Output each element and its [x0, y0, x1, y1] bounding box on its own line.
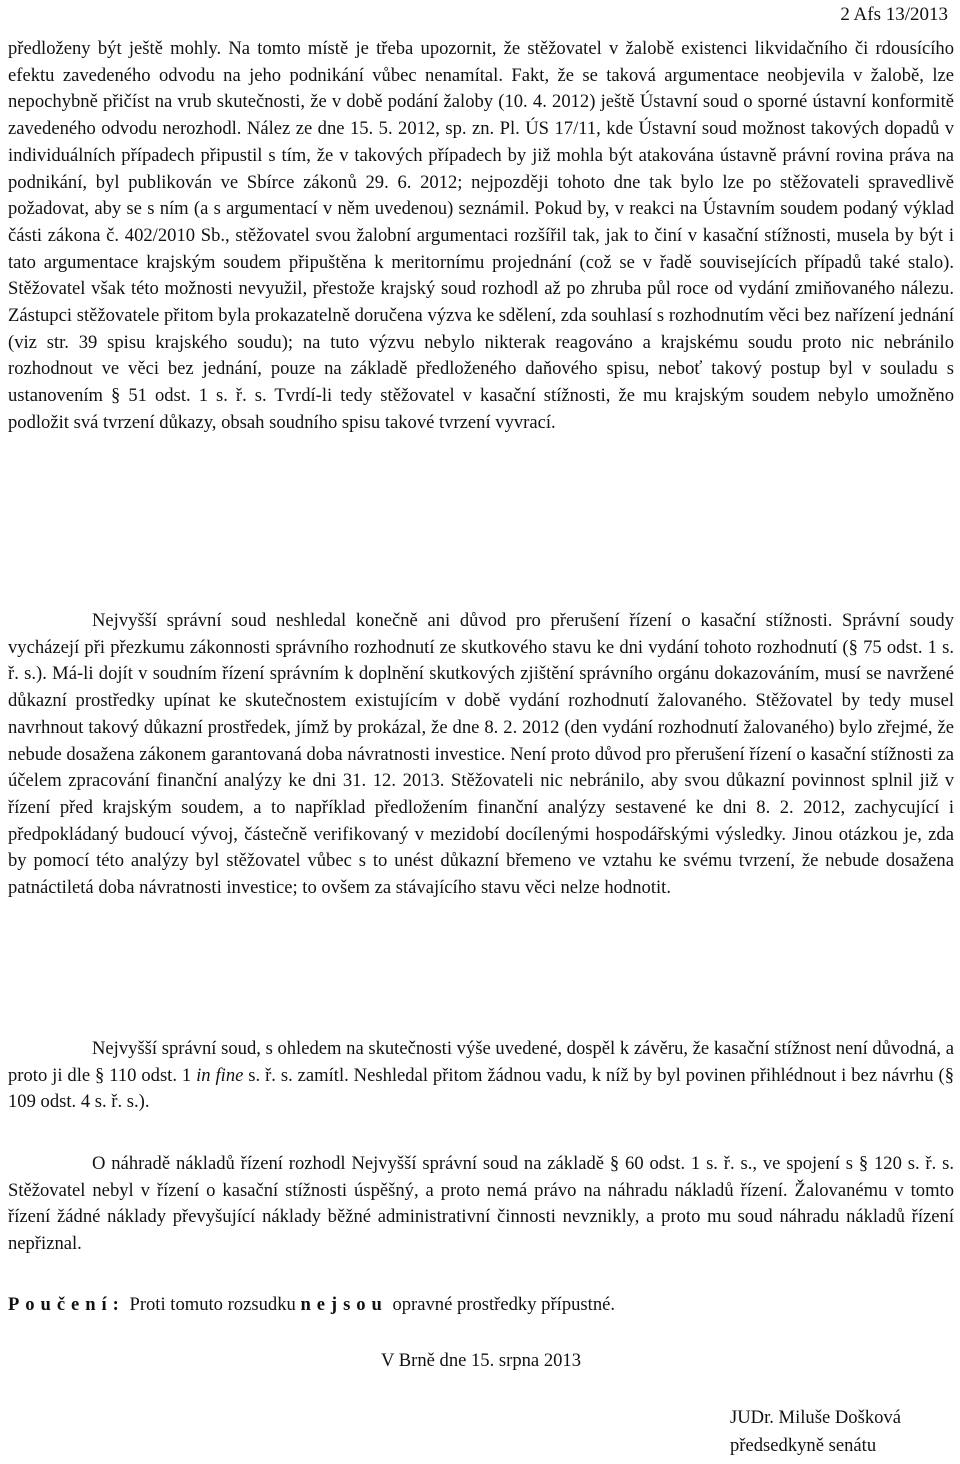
place-and-date: V Brně dne 15. srpna 2013 — [380, 1350, 582, 1371]
paragraph-costs: O náhradě nákladů řízení rozhodl Nejvyšší správní soud na základě § 60 odst. 1 s. ř. s., ve spojení s § 120 s. ř. s. Stěžovatel nebyl v řízení o kasační stížnosti úspěšný, a proto nemá právo na náhradu nákladů řízení. Žalovanému v tomto řízení žádné náklady převyšující náklady běžné administrativní činnosti nevznikly, a proto mu soud náhradu nákladů řízení nepřiznal. — [8, 1153, 954, 1255]
instruction-label: Poučení: — [8, 1294, 125, 1315]
instruction-text-2: opravné prostředky přípustné. — [387, 1294, 616, 1315]
document-page — [8, 0, 954, 1464]
instruction-line — [8, 1292, 954, 1319]
instruction-emphasis: nejsou — [300, 1294, 388, 1315]
paragraph-conclusion-text-before: Nejvyšší správní soud, s ohledem na skutečnosti výše uvedené, dospěl k závěru, že kasační stížnost není důvodná, a proto ji dle § 110 odst. 1 — [8, 1038, 954, 1086]
case-number: 2 Afs 13/2013 — [840, 4, 948, 25]
in-fine-italic: in fine — [196, 1064, 244, 1086]
signature-block — [730, 1404, 954, 1460]
signature-title: předsedkyně senátu — [730, 1435, 877, 1456]
paragraph-conclusion — [8, 1036, 954, 1116]
instruction-text-1: Proti tomuto rozsudku — [124, 1294, 301, 1315]
signature-name: JUDr. Miluše Došková — [730, 1407, 901, 1428]
paragraph-conclusion-text-after: s. ř. s. zamítl. Neshledal přitom žádnou vadu, k níž by byl povinen přihlédnout i bez návrhu (§ 109 odst. 4 s. ř. s.). — [8, 1064, 955, 1113]
paragraph-argumentation: předloženy být ještě mohly. Na tomto místě je třeba upozornit, že stěžovatel v žalobě existenci likvidačního či rdousícího efektu zavedeného odvodu na jeho podnikání vůbec nenamítal. Fakt, že se taková argumentace neobjevila v žalobě, lze nepochybně přičíst na vrub skutečnosti, že v době podání žaloby (10. 4. 2012) ještě Ústavní soud o sporné ústavní konformitě zavedeného odvodu nerozhodl. Nález ze dne 15. 5. 2012, sp. zn. Pl. ÚS 17/11, kde Ústavní soud možnost takových dopadů v individuálních případech připustil s tím, že v takových případech by již mohla být atakována ústavně právní rovina práva na podnikání, byl publikován ve Sbírce zákonů 29. 6. 2012; nejpozději tohoto dne tak bylo lze po stěžovateli spravedlivě požadovat, aby se s ním (a s argumentací v něm uvedenou) seznámil. Pokud by, v reakci na Ústavním soudem podaný výklad části zákona č. 402/2010 Sb., stěžovatel svou žalobní argumentaci rozšířil tak, jak to činí v kasační stížnosti, musela by být i tato argumentace krajským soudem připuštěna k meritornímu projednání (což se v řadě souvisejících případů také stalo). Stěžovatel však této možnosti nevyužil, přestože krajský soud rozhodl až po zhruba půl roce od vydání zmiňovaného nálezu. Zástupci stěžovatele přitom byla prokazatelně doručena výzva ke sdělení, zda souhlasí s rozhodnutím věci bez nařízení jednání (viz str. 39 spisu krajského soudu); na tuto výzvu nebylo nikterak reagováno a krajskému soudu proto nic nebránilo rozhodnout ve věci bez jednání, pouze na základě předloženého daňového spisu, neboť takový postup byl v souladu s ustanovením § 51 odst. 1 s. ř. s. Tvrdí-li tedy stěžovatel v kasační stížnosti, že mu krajským soudem nebylo umožněno podložit svá tvrzení důkazy, obsah soudního spisu takové tvrzení vyvrací. — [8, 38, 954, 433]
paragraph-no-interruption: Nejvyšší správní soud neshledal konečně ani důvod pro přerušení řízení o kasační stížnosti. Správní soudy vycházejí při přezkumu zákonnosti správního rozhodnutí ze skutkového stavu ke dni vydání tohoto rozhodnutí (§ 75 odst. 1 s. ř. s.). Má-li dojít v soudním řízení správním k doplnění skutkových zjištění správního orgánu dokazováním, musí se navržené důkazní prostředky upínat ke skutečnostem existujícím v době vydání rozhodnutí žalovaného. Stěžovatel by tedy musel navrhnout takový důkazní prostředek, jímž by prokázal, že dne 8. 2. 2012 (den vydání rozhodnutí žalovaného) bylo zřejmé, že nebude dosažena zákonem garantovaná doba návratnosti investice. Není proto důvod pro přerušení řízení o kasační stížnosti za účelem zpracování finanční analýzy ke dni 31. 12. 2013. Stěžovateli nic nebránilo, aby svou důkazní povinnost splnil již v řízení před krajským soudem, a to například předložením finanční analýzy sestavené ke dni 8. 2. 2012, zachycující i předpokládaný budoucí vývoj, částečně verifikovaný v mezidobí docílenými hospodářskými výsledky. Jinou otázkou je, zda by pomocí této analýzy byl stěžovatel vůbec s to unést důkazní břemeno ve vztahu ke svému tvrzení, že nebude dosažena patnáctiletá doba návratnosti investice; to ovšem za stávajícího stavu věci nelze hodnotit. — [8, 610, 954, 899]
